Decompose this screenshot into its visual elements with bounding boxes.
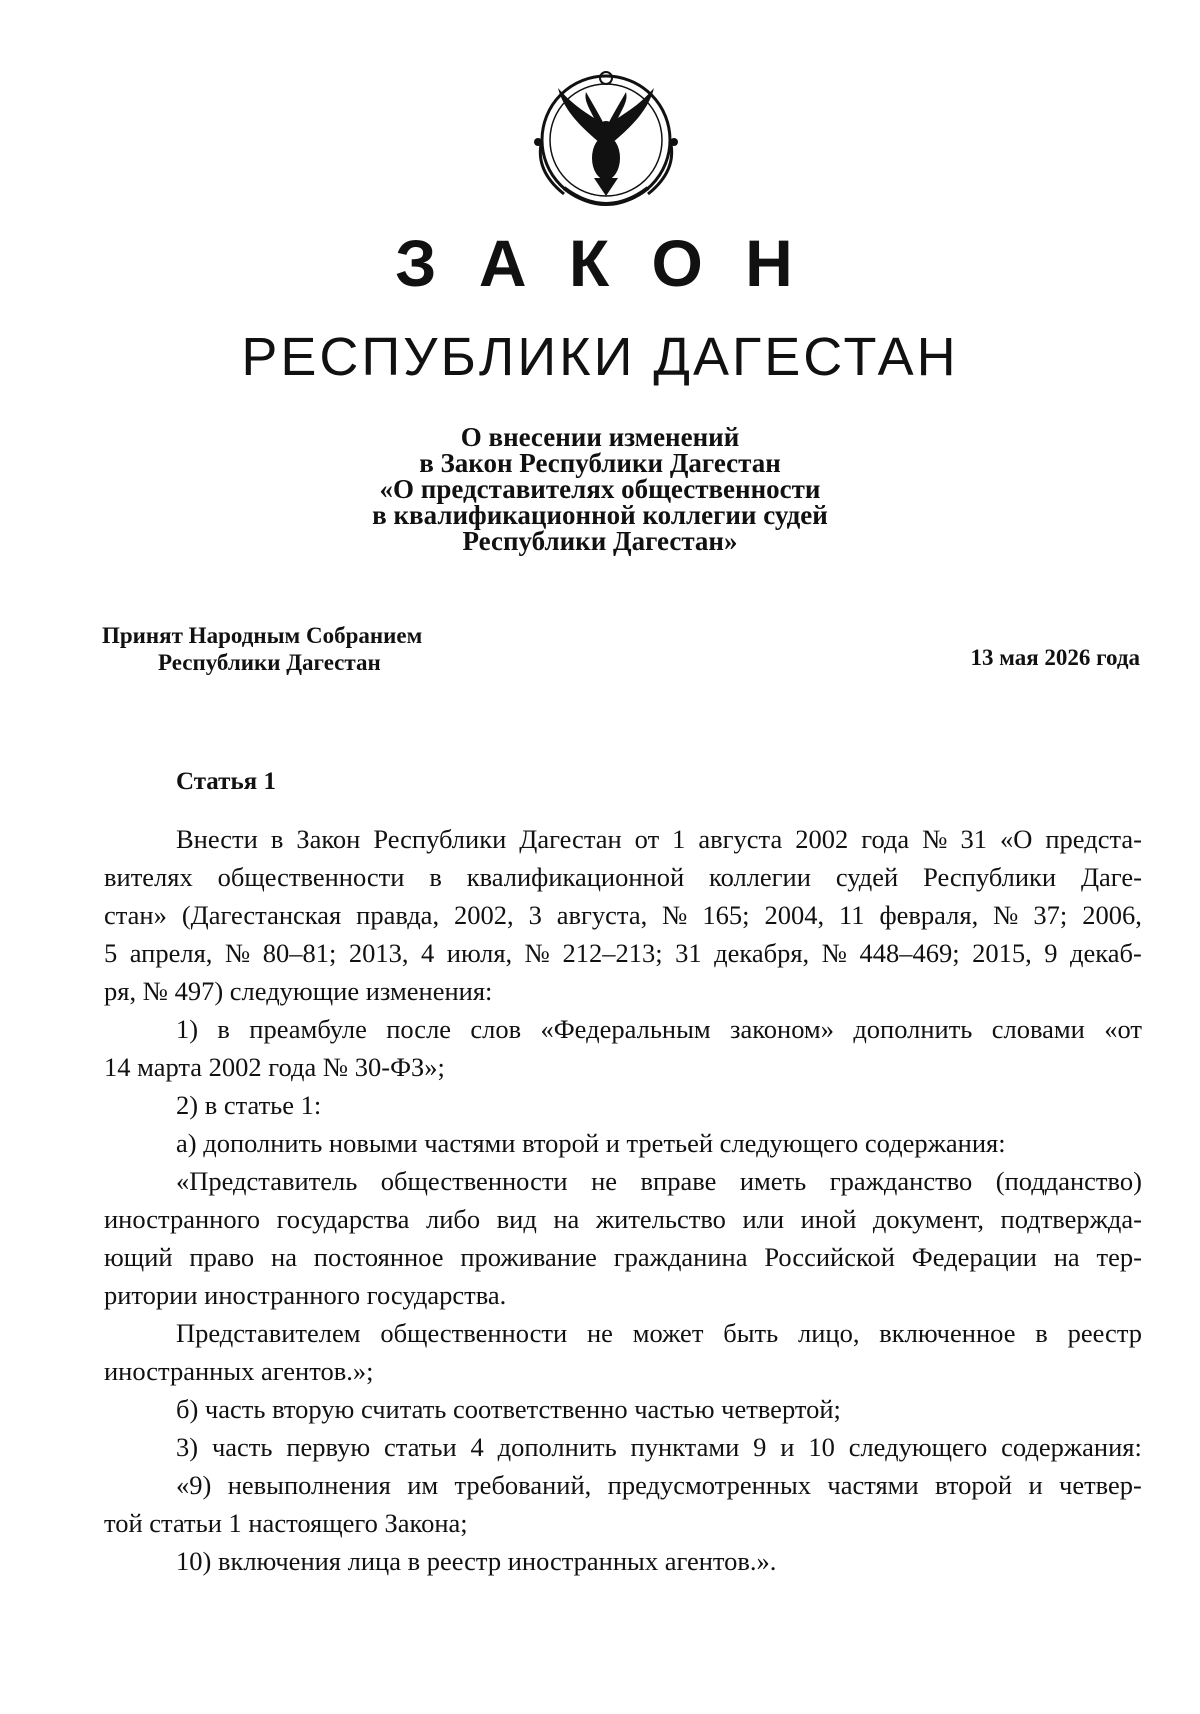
word: проживание (460, 1242, 597, 1272)
law-title: З А К О Н (395, 226, 805, 300)
word: гражданство (829, 1166, 973, 1196)
subject-line: О внесении изменений (460, 422, 740, 452)
word: «Федеральным (540, 1014, 711, 1044)
republic-title: РЕСПУБЛИКИ ДАГЕСТАН (241, 327, 959, 387)
word: правда, (356, 900, 440, 930)
word: или (742, 1204, 785, 1234)
body-line (104, 1466, 1142, 1504)
body-line: 2) в статье 1: (176, 1090, 322, 1120)
adoption-line: Принят Народным Собранием (102, 623, 423, 648)
word: 10 (808, 1432, 835, 1462)
word: «9) (176, 1470, 212, 1500)
word: предста- (1045, 824, 1142, 854)
word: второй (935, 1470, 1013, 1500)
word: государства (276, 1204, 410, 1234)
word: коллегии (709, 862, 811, 892)
word: судей (835, 862, 899, 892)
adoption-note (102, 622, 422, 676)
body-line (104, 858, 1142, 896)
word: декабря, (714, 938, 810, 968)
word: требований, (454, 1470, 592, 1500)
word: 9 (753, 1432, 767, 1462)
word: включенное (879, 1318, 1016, 1348)
word: преамбуле (249, 1014, 367, 1044)
word: (подданство) (995, 1166, 1142, 1196)
word: общественности (380, 1166, 568, 1196)
word: реестр (1067, 1318, 1142, 1348)
word: на (271, 1242, 297, 1272)
word: квалификационной (466, 862, 685, 892)
word: в (429, 862, 442, 892)
adoption-date: 13 мая 2026 года (970, 645, 1140, 670)
word: либо (425, 1204, 481, 1234)
word: 2015, (972, 938, 1032, 968)
word: в (217, 1014, 230, 1044)
body-line (104, 1428, 1142, 1466)
word: постоянное (313, 1242, 444, 1272)
word: Республики (923, 862, 1057, 892)
word: августа, (556, 900, 648, 930)
subject-line: Республики Дагестан» (462, 526, 738, 556)
word: и (1028, 1470, 1043, 1500)
body-line: 14 марта 2002 года № 30-ФЗ»; (104, 1052, 445, 1082)
word: Дагестан (519, 824, 622, 854)
word: первую (286, 1432, 371, 1462)
word: июля, (446, 938, 513, 968)
word: № (922, 824, 948, 854)
word: 1) (176, 1014, 199, 1044)
word: вид (496, 1204, 537, 1234)
word: не (586, 1318, 613, 1348)
word: Внести (176, 824, 258, 854)
word: 11 (839, 900, 865, 930)
subject-line: в Закон Республики Дагестан (419, 448, 781, 478)
body-line: иностранных агентов.»; (104, 1356, 374, 1386)
word: от (634, 824, 660, 854)
word: на (1053, 1242, 1080, 1272)
body-line: ря, № 497) следующие изменения: (104, 976, 493, 1006)
word: иметь (739, 1166, 807, 1196)
word: № (993, 900, 1019, 930)
word: 37; (1033, 900, 1068, 930)
word: часть (211, 1432, 273, 1462)
word: может (632, 1318, 704, 1348)
word: Представителем (176, 1318, 361, 1348)
body-line: той статьи 1 настоящего Закона; (104, 1508, 468, 1538)
body-line (104, 896, 1142, 934)
word: Федерации (911, 1242, 1037, 1272)
word: после (386, 1014, 452, 1044)
word: августа (698, 824, 783, 854)
adoption-line: Республики Дагестан (158, 650, 381, 675)
word: дополнить (853, 1014, 973, 1044)
body-line (104, 934, 1142, 972)
word: следующего (848, 1432, 988, 1462)
word: 448–469; (859, 938, 960, 968)
word: вправе (640, 1166, 717, 1196)
word: слов (470, 1014, 522, 1044)
body-line (104, 1010, 1142, 1048)
word: содержания: (1001, 1432, 1142, 1462)
word: 165; (702, 900, 750, 930)
word: быть (723, 1318, 779, 1348)
word: и (780, 1432, 795, 1462)
body-line: 10) включения лица в реестр иностранных агентов.». (176, 1546, 777, 1576)
word: документ, (872, 1204, 984, 1234)
word: пунктами (630, 1432, 740, 1462)
word: словами (991, 1014, 1085, 1044)
article-body (104, 820, 1142, 1580)
word: 4 (421, 938, 435, 968)
word: иностранного (104, 1204, 261, 1234)
word: стан» (104, 900, 167, 930)
word: февраля, (879, 900, 979, 930)
subject-line: в квалификационной коллегии судей (372, 500, 828, 530)
word: Закон (296, 824, 361, 854)
word: 9 (1044, 938, 1058, 968)
word: тер- (1096, 1242, 1142, 1272)
word: декаб- (1070, 938, 1142, 968)
word: 5 (104, 938, 118, 968)
body-line: а) дополнить новыми частями второй и третьей следующего содержания: (176, 1128, 1006, 1158)
body-line: ритории иностранного государства. (104, 1280, 507, 1310)
body-line: б) часть вторую считать соответственно частью четвертой; (176, 1394, 841, 1424)
word: 212–213; (562, 938, 663, 968)
word: 3) (176, 1432, 199, 1462)
word: года (861, 824, 910, 854)
word: гражданина (613, 1242, 748, 1272)
body-line (104, 820, 1142, 858)
word: им (407, 1470, 439, 1500)
word: лицо, (798, 1318, 860, 1348)
word: вителях (104, 862, 193, 892)
word: 2002, (454, 900, 514, 930)
word: 2013, (348, 938, 409, 968)
word: Даге- (1080, 862, 1142, 892)
body-line (104, 1200, 1142, 1238)
word: «Представитель (176, 1166, 358, 1196)
word: невыполнения (227, 1470, 391, 1500)
word: законом» (730, 1014, 834, 1044)
word: Российской (764, 1242, 895, 1272)
word: четвер- (1059, 1470, 1142, 1500)
word: 2004, (764, 900, 825, 930)
word: № (821, 938, 847, 968)
word: 4 (470, 1432, 484, 1462)
word: иной (800, 1204, 857, 1234)
word: ющий (104, 1242, 173, 1272)
word: предусмотренных (607, 1470, 812, 1500)
word: (Дагестанская (181, 900, 342, 930)
word: «О (999, 824, 1033, 854)
word: общественности (217, 862, 405, 892)
word: общественности (380, 1318, 568, 1348)
body-line (104, 1238, 1142, 1276)
article-heading: Статья 1 (176, 768, 276, 795)
word: 2006, (1082, 900, 1142, 930)
law-subject (0, 424, 1200, 554)
word: 31 (675, 938, 702, 968)
body-line (104, 1314, 1142, 1352)
word: 3 (528, 900, 542, 930)
word: жительство (595, 1204, 726, 1234)
word: 80–81; (262, 938, 337, 968)
word: на (553, 1204, 580, 1234)
word: дополнить (497, 1432, 617, 1462)
word: частями (827, 1470, 919, 1500)
word: в (270, 824, 284, 854)
word: 1 (672, 824, 686, 854)
word: 2002 (795, 824, 849, 854)
word: 31 (960, 824, 987, 854)
dagestan-coat-of-arms-emblem (524, 70, 688, 216)
body-line (104, 1162, 1142, 1200)
word: статьи (384, 1432, 457, 1462)
word: апреля, (129, 938, 213, 968)
word: № (662, 900, 688, 930)
word: № (524, 938, 550, 968)
word: право (189, 1242, 255, 1272)
word: № (224, 938, 251, 968)
subject-line: «О представителях общественности (379, 474, 821, 504)
word: не (591, 1166, 618, 1196)
word: подтвержда- (1000, 1204, 1142, 1234)
word: в (1035, 1318, 1048, 1348)
word: Республики (373, 824, 507, 854)
word: «от (1104, 1014, 1142, 1044)
